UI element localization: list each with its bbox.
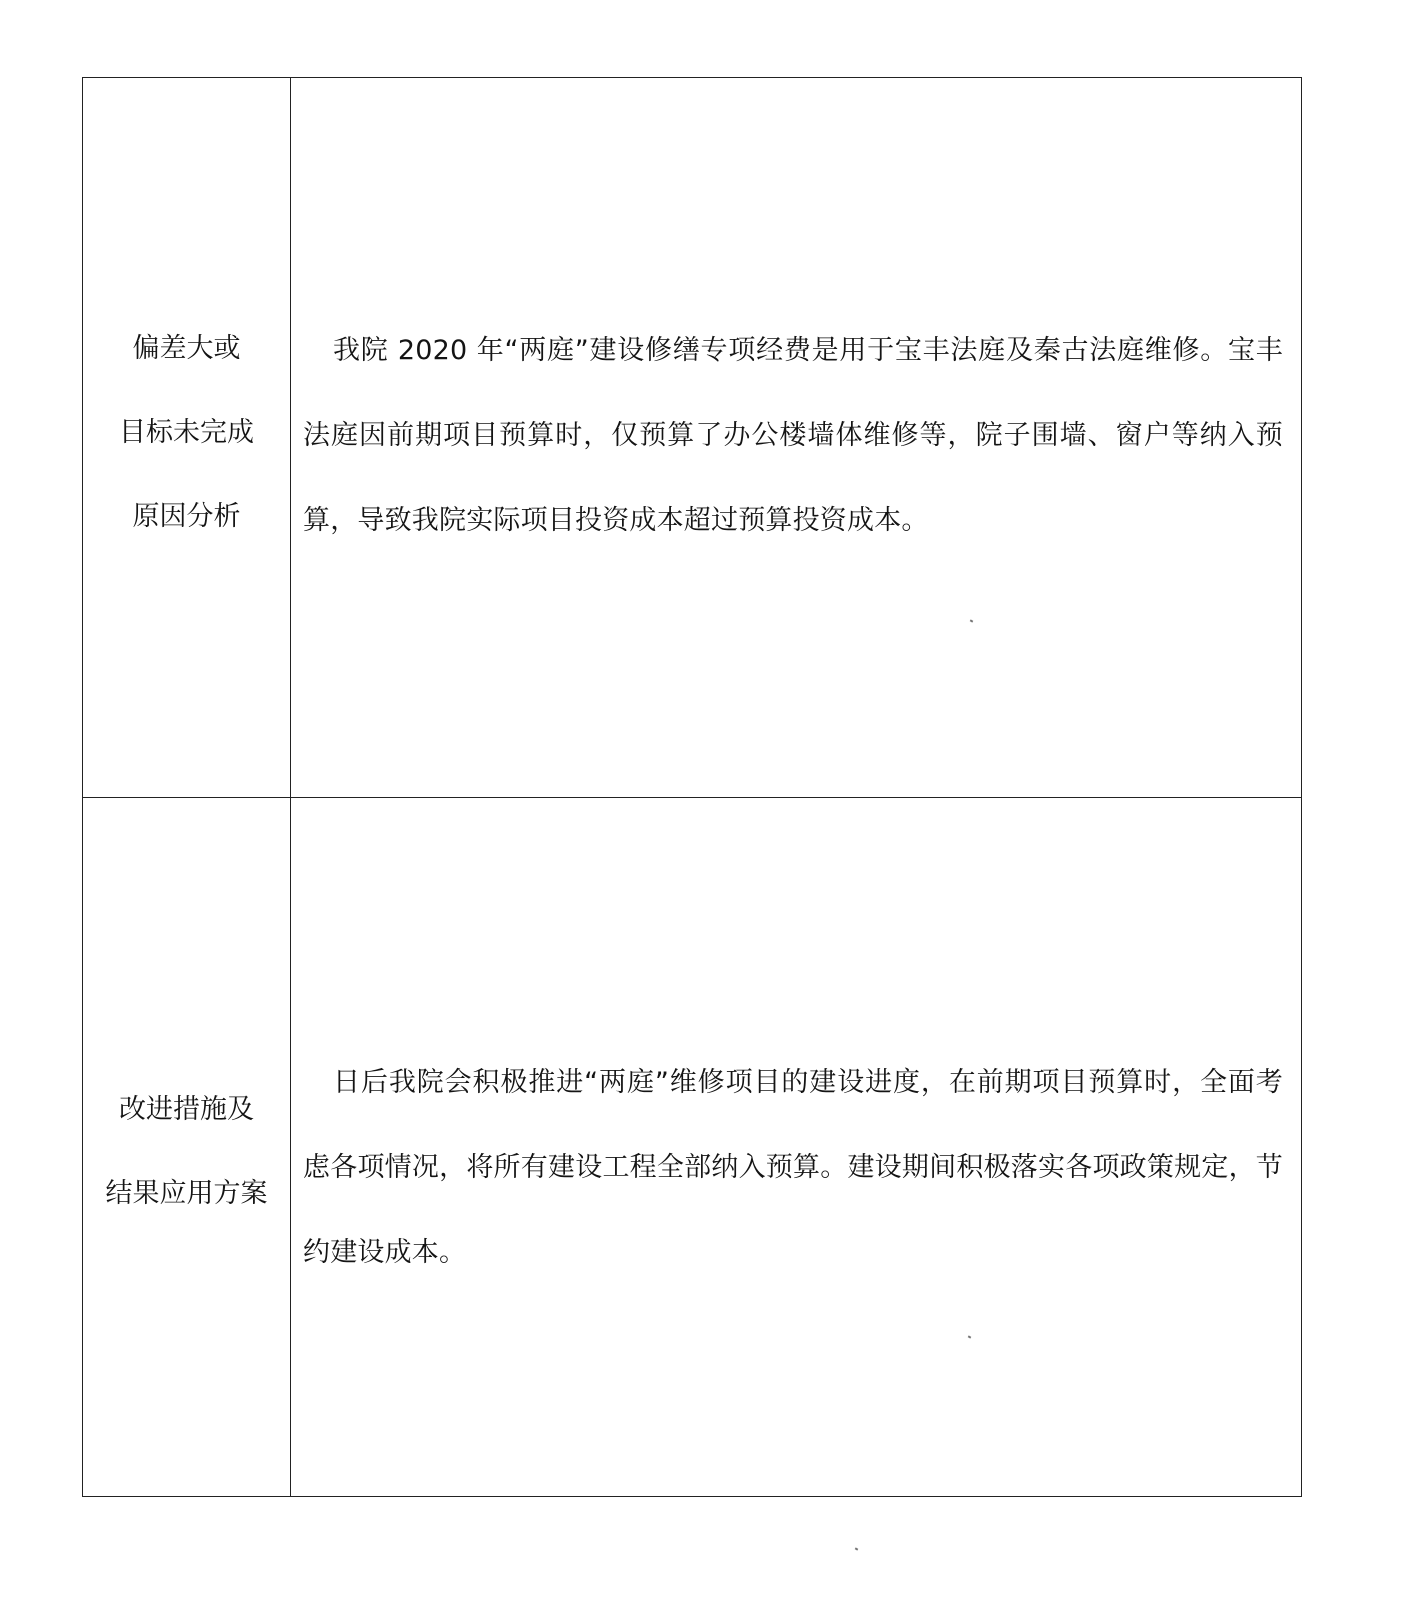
row-label-line: 改进措施及	[119, 1094, 254, 1125]
table-row	[83, 78, 1301, 798]
scan-speck	[855, 1547, 859, 1550]
row-label-cell	[83, 78, 291, 797]
row-content-cell	[291, 78, 1301, 797]
row-label-line: 原因分析	[132, 501, 241, 532]
row-label-line: 偏差大或	[132, 333, 241, 364]
row-label	[83, 1068, 290, 1236]
row-label-line: 目标未完成	[119, 417, 254, 448]
row-label-cell	[83, 798, 291, 1496]
analysis-table	[82, 77, 1302, 1497]
row-content-text: 日后我院会积极推进“两庭”维修项目的建设进度，在前期项目预算时，全面考虑各项情况，将所有建设工程全部纳入预算。建设期间积极落实各项政策规定，节约建设成本。	[303, 1067, 1283, 1268]
row-content-cell	[291, 798, 1301, 1496]
row-label	[83, 307, 290, 559]
table-row	[83, 798, 1301, 1496]
row-label-line: 结果应用方案	[105, 1178, 268, 1209]
row-content-text: 我院 2020 年“两庭”建设修缮专项经费是用于宝丰法庭及秦古法庭维修。宝丰法庭因前期项目预算时，仅预算了办公楼墙体维修等，院子围墙、窗户等纳入预算，导致我院实际项目投资成本超过预算投资成本。	[303, 335, 1283, 536]
